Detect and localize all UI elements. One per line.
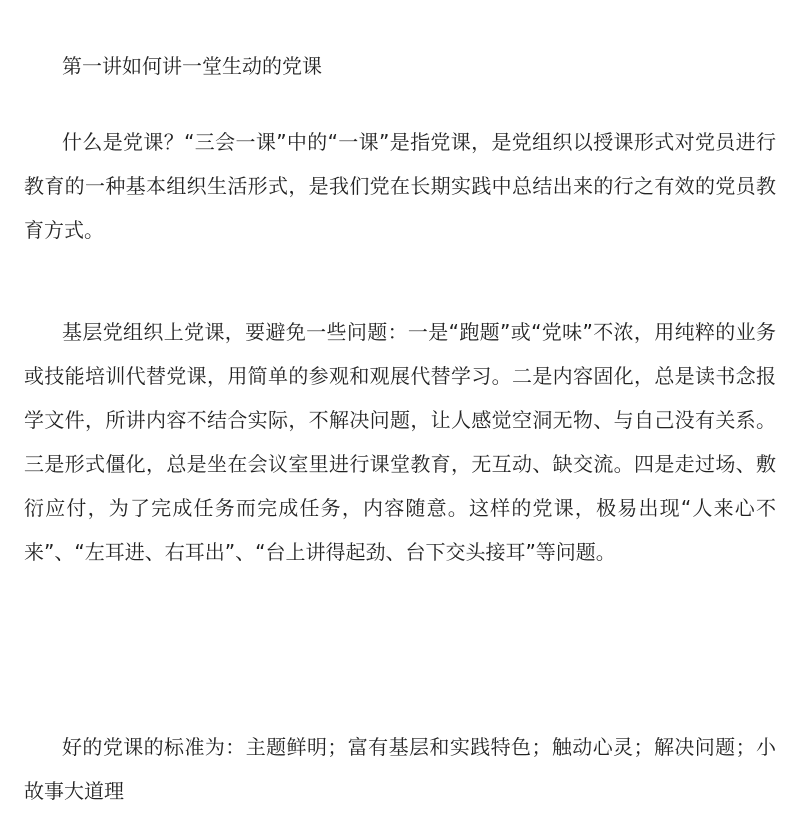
document-title: 第一讲如何讲一堂生动的党课 [62, 54, 322, 78]
paragraph-good-lecture-standards: 好的党课的标准为：主题鲜明；富有基层和实践特色；触动心灵；解决问题；小故事大道理 [24, 735, 776, 803]
paragraph-what-is-party-lecture: 什么是党课？“三会一课”中的“一课”是指党课，是党组织以授课形式对党员进行教育的一种基本组织生活形式，是我们党在长期实践中总结出来的行之有效的党员教育方式。 [24, 130, 776, 242]
paragraph-problems-to-avoid: 基层党组织上党课，要避免一些问题：一是“跑题”或“党味”不浓，用纯粹的业务或技能培训代替党课，用简单的参观和观展代替学习。二是内容固化，总是读书念报学文件，所讲内容不结合实际，不解决问题，让人感觉空洞无物、与自己没有关系。三是形式僵化，总是坐在会议室里进行课堂教育，无互动、缺交流。四是走过场、敷衍应付，为了完成任务而完成任务，内容随意。这样的党课，极易出现“人来心不来”、“左耳进、右耳出”、“台上讲得起劲、台下交头接耳”等问题。 [24, 320, 776, 564]
